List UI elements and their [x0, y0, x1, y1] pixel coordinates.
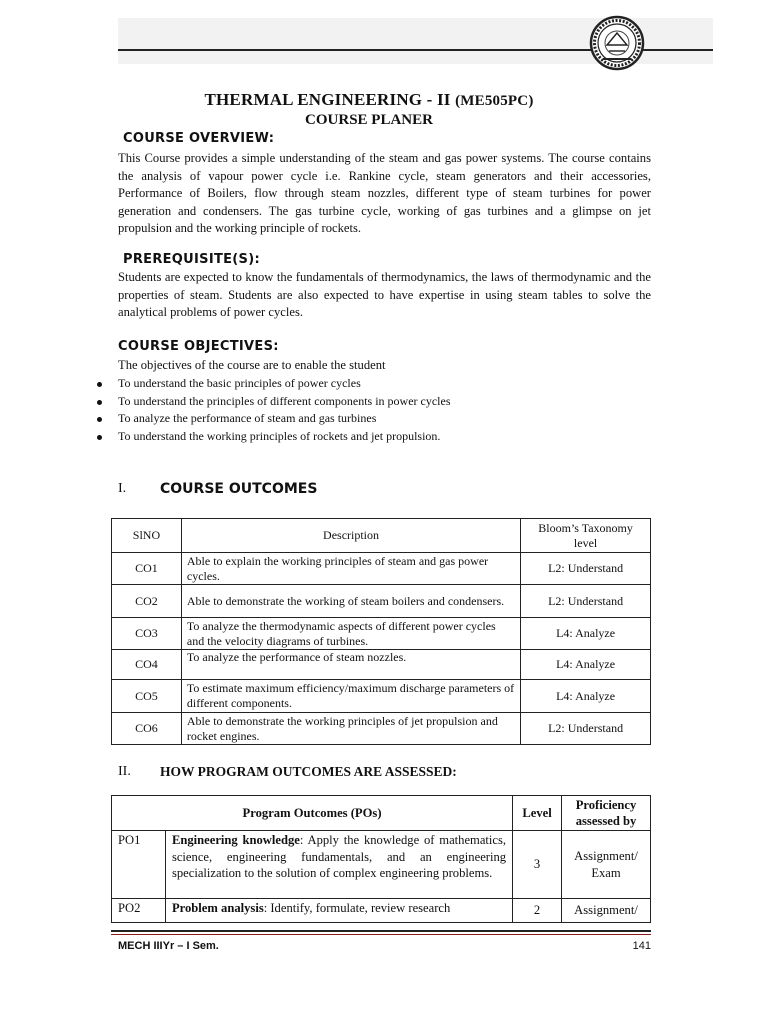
list-item: To analyze the performance of steam and gas turbines	[94, 410, 451, 428]
objectives-list	[94, 375, 451, 445]
po-term: Problem analysis	[171, 901, 264, 915]
po-level: 2	[513, 899, 562, 923]
co-description: To analyze the performance of steam nozzles.	[181, 650, 520, 680]
po-description	[165, 831, 512, 899]
po-id: PO1	[112, 831, 166, 899]
table-row	[112, 553, 651, 585]
institution-seal-logo	[589, 15, 645, 71]
co-id: CO1	[112, 553, 182, 585]
program-outcomes-heading: HOW PROGRAM OUTCOMES ARE ASSESSED:	[160, 764, 457, 779]
po-level: 3	[513, 831, 562, 899]
column-header: Description	[181, 519, 520, 553]
objectives-heading: COURSE OBJECTIVES:	[118, 339, 279, 354]
program-outcomes-table	[111, 795, 651, 923]
co-description: To estimate maximum efficiency/maximum discharge parameters of different components.	[181, 680, 520, 713]
co-id: CO3	[112, 618, 182, 650]
column-header: Level	[513, 796, 562, 831]
table-row	[112, 713, 651, 745]
course-outcomes-heading: COURSE OUTCOMES	[160, 481, 318, 497]
column-header: Proficiency assessed by	[562, 796, 651, 831]
po-assessed-by: Assignment/ Exam	[562, 831, 651, 899]
page-title	[0, 90, 738, 110]
column-header: SlNO	[112, 519, 182, 553]
table-row	[112, 585, 651, 618]
co-description: Able to demonstrate the working principles of jet propulsion and rocket engines.	[181, 713, 520, 745]
table-row	[112, 680, 651, 713]
co-id: CO6	[112, 713, 182, 745]
table-row	[112, 899, 651, 923]
list-item: To understand the basic principles of power cycles	[94, 375, 451, 393]
bullet-icon	[97, 382, 102, 387]
footer-course-label: MECH IIIYr – I Sem.	[118, 940, 219, 952]
course-title: THERMAL ENGINEERING - II	[204, 90, 451, 109]
co-id: CO4	[112, 650, 182, 680]
page-subtitle: COURSE PLANER	[305, 112, 433, 128]
po-id: PO2	[112, 899, 166, 923]
bullet-icon	[97, 400, 102, 405]
co-level: L2: Understand	[521, 585, 651, 618]
table-row	[112, 618, 651, 650]
table-row	[112, 650, 651, 680]
co-level: L4: Analyze	[521, 650, 651, 680]
footer-rule-accent	[111, 934, 651, 935]
course-code: (ME505PC)	[455, 93, 534, 109]
co-description: Able to explain the working principles of steam and gas power cycles.	[181, 553, 520, 585]
overview-heading: COURSE OVERVIEW:	[123, 131, 275, 146]
table-header-row	[112, 796, 651, 831]
column-header: Program Outcomes (POs)	[112, 796, 513, 831]
po-description	[165, 899, 512, 923]
course-outcomes-table	[111, 518, 651, 745]
co-id: CO2	[112, 585, 182, 618]
list-item: To understand the working principles of rockets and jet propulsion.	[94, 428, 451, 446]
list-item: To understand the principles of different components in power cycles	[94, 393, 451, 411]
section-numeral-1: I.	[118, 481, 127, 496]
co-level: L4: Analyze	[521, 618, 651, 650]
co-level: L2: Understand	[521, 713, 651, 745]
po-assessed-by: Assignment/	[562, 899, 651, 923]
po-text: : Identify, formulate, review research	[263, 901, 451, 915]
column-header: Bloom’s Taxonomy level	[521, 519, 651, 553]
co-level: L4: Analyze	[521, 680, 651, 713]
po-text: : Apply the knowledge of mathematics, science, engineering fundamentals, and an engineering specialization to the solution of complex engineering problems.	[171, 833, 507, 880]
section-numeral-2: II.	[118, 764, 131, 779]
overview-text: This Course provides a simple understanding of the steam and gas power systems. The course contains the analysis of vapour power cycle i.e. Rankine cycle, steam generators and their accessories, Performance of Boilers, flow through steam nozzles, different type of steam turbines for power generation and condensers. The gas turbine cycle, working of gas turbines and a glimpse on jet propulsion and the working principle of rockets.	[118, 151, 651, 235]
bullet-icon	[97, 435, 102, 440]
bullet-icon	[97, 417, 102, 422]
objectives-intro: The objectives of the course are to enable the student	[118, 358, 386, 372]
prerequisite-text: Students are expected to know the fundamentals of thermodynamics, the laws of thermodynamic and the properties of steam. Students are also expected to have expertise in using steam tables to solve the analytical problems of power cycles.	[118, 270, 651, 319]
table-header-row	[112, 519, 651, 553]
co-level: L2: Understand	[521, 553, 651, 585]
co-description: Able to demonstrate the working of steam boilers and condensers.	[181, 585, 520, 618]
co-description: To analyze the thermodynamic aspects of different power cycles and the velocity diagrams of turbines.	[181, 618, 520, 650]
po-term: Engineering knowledge	[171, 833, 300, 847]
footer-rule	[111, 930, 651, 932]
co-id: CO5	[112, 680, 182, 713]
page-number: 141	[632, 940, 651, 952]
table-row	[112, 831, 651, 899]
prerequisite-heading: PREREQUISITE(S):	[123, 252, 260, 267]
